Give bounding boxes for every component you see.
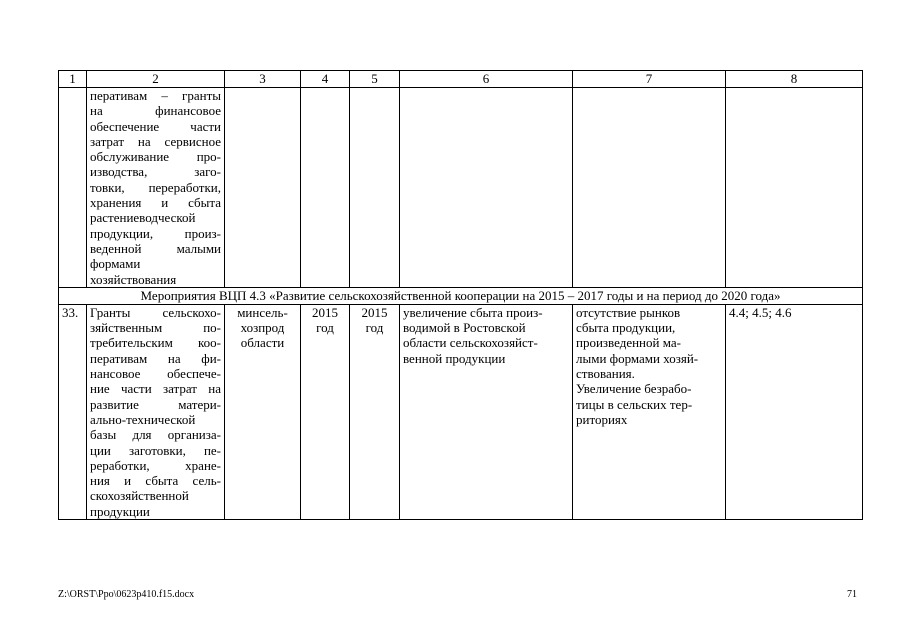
result-lines xyxy=(403,305,569,366)
text-line: 2015 xyxy=(361,304,388,320)
text-line: год xyxy=(316,320,334,336)
text-line: минсель- xyxy=(237,304,288,320)
header-cell: 1 xyxy=(59,71,87,88)
text-line: ние части затрат на xyxy=(90,381,221,397)
cell-num xyxy=(59,88,87,288)
text-line: нансовое обеспече- xyxy=(90,366,221,382)
text-line: формами xyxy=(90,256,141,272)
cell-executor xyxy=(225,88,301,288)
text-line: произведенной ма- xyxy=(576,335,681,351)
text-line: изводства, заго- xyxy=(90,164,221,180)
header-cell: 8 xyxy=(726,71,863,88)
text-line: на финансовое xyxy=(90,103,221,119)
header-cell: 5 xyxy=(350,71,400,88)
cell-measure-name xyxy=(87,304,225,519)
cell-executor xyxy=(225,304,301,519)
text-line: год xyxy=(365,320,384,336)
text-line: хозпрод xyxy=(240,320,285,336)
text-line: Гранты сельскохо- xyxy=(90,304,221,320)
header-cell: 6 xyxy=(400,71,573,88)
end-lines xyxy=(353,305,396,336)
table-row xyxy=(59,304,863,519)
consequences-lines xyxy=(576,305,722,427)
cell-measure-name xyxy=(87,88,225,288)
continuation-row xyxy=(59,88,863,288)
text-line: обслуживание про- xyxy=(90,149,221,165)
text-line: ния и сбыта сель- xyxy=(90,473,221,489)
page-number: 71 xyxy=(847,589,857,600)
text-line: обеспечение части xyxy=(90,118,221,134)
cell-end xyxy=(350,88,400,288)
executor-lines xyxy=(228,305,297,351)
cell-end xyxy=(350,304,400,519)
cell-num: 33. xyxy=(59,304,87,519)
header-row xyxy=(59,71,863,88)
cell-start xyxy=(301,88,350,288)
text-line: ствования. xyxy=(576,366,635,382)
header-cell: 3 xyxy=(225,71,301,88)
text-line: продукции xyxy=(90,503,150,519)
measures-table xyxy=(58,70,863,520)
text-line: венной продукции xyxy=(403,350,506,366)
text-line: 2015 xyxy=(312,304,338,320)
text-line: области сельскохозяйст- xyxy=(403,335,538,351)
measure-name-lines xyxy=(90,305,221,519)
text-line: требительским коо- xyxy=(90,335,221,351)
text-line: хранения и сбыта xyxy=(90,195,221,211)
section-title: Мероприятия ВЦП 4.3 «Развитие сельскохозяйственной кооперации на 2015 – 2017 годы и на период до 2020 года» xyxy=(59,287,863,304)
text-line: Увеличение безрабо- xyxy=(576,381,692,397)
cell-consequences xyxy=(573,88,726,288)
text-line: затрат на сервисное xyxy=(90,133,221,149)
cell-start xyxy=(301,304,350,519)
header-cell: 7 xyxy=(573,71,726,88)
file-path: Z:\ORST\Ppo\0623p410.f15.docx xyxy=(58,589,195,600)
text-line: веденной малыми xyxy=(90,240,221,256)
text-line: области xyxy=(240,335,285,351)
cell-result xyxy=(400,88,573,288)
text-line: продукции, произ- xyxy=(90,225,221,241)
text-line: ции заготовки, пе- xyxy=(90,442,221,458)
text-line: лыми формами хозяй- xyxy=(576,350,699,366)
measure-name-lines xyxy=(90,88,221,287)
text-line: риториях xyxy=(576,411,628,427)
text-line: сбыта продукции, xyxy=(576,320,676,336)
section-row xyxy=(59,287,863,304)
cell-indicators: 4.4; 4.5; 4.6 xyxy=(726,304,863,519)
text-line: хозяйствования xyxy=(90,271,177,287)
text-line: скохозяйственной xyxy=(90,488,189,504)
cell-indicators xyxy=(726,88,863,288)
text-line: развитие матери- xyxy=(90,396,221,412)
text-line: реработки, хране- xyxy=(90,457,221,473)
text-line: водимой в Ростовской xyxy=(403,320,526,336)
cell-consequences xyxy=(573,304,726,519)
text-line: ально-технической xyxy=(90,411,196,427)
text-line: перативам на фи- xyxy=(90,350,221,366)
text-line: базы для организа- xyxy=(90,427,221,443)
header-cell: 4 xyxy=(301,71,350,88)
text-line: товки, переработки, xyxy=(90,179,221,195)
text-line: тицы в сельских тер- xyxy=(576,396,693,412)
text-line: увеличение сбыта произ- xyxy=(403,304,543,320)
start-lines xyxy=(304,305,346,336)
text-line: зяйственным по- xyxy=(90,320,221,336)
text-line: растениеводческой xyxy=(90,210,196,226)
text-line: перативам – гранты xyxy=(90,88,221,103)
text-line: отсутствие рынков xyxy=(576,304,681,320)
cell-result xyxy=(400,304,573,519)
header-cell: 2 xyxy=(87,71,225,88)
